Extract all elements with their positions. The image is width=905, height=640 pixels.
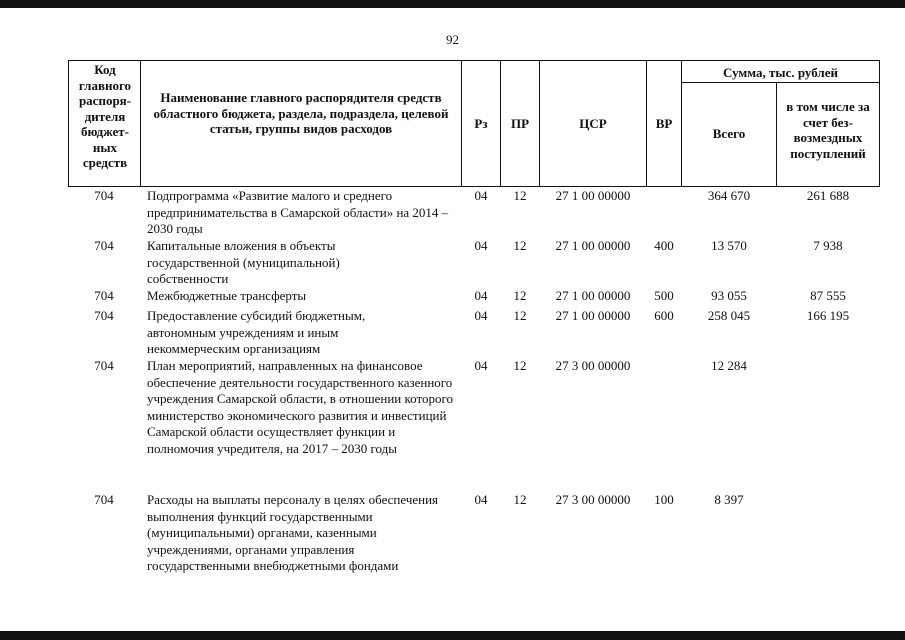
page-number: 92 xyxy=(446,32,459,47)
table-row-rz: 04 xyxy=(474,188,488,203)
table-row-name: Расходы на выплаты персоналу в целях обеспечения выполнения функций государственными (муниципальными) органами, казенными учреждениями, органами управления государственными внебюджетными фондами xyxy=(147,492,439,573)
header-sum: Сумма, тыс. рублей xyxy=(723,65,838,80)
header-incl: в том числе за счет без-возмездных поступлений xyxy=(786,99,870,161)
table-row-code: 704 xyxy=(94,308,114,323)
table-row-name: Межбюджетные трансферты xyxy=(147,288,307,303)
table-row-name: Предоставление субсидий бюджетным, автономным учреждениям и иным некоммерческим организациям xyxy=(147,308,366,356)
table-row-incl: 7 938 xyxy=(813,238,843,253)
table-row-total: 8 397 xyxy=(714,492,744,507)
table-row-csr: 27 3 00 00000 xyxy=(555,492,631,507)
table-row-code: 704 xyxy=(94,358,114,373)
table-row-rz: 04 xyxy=(474,492,488,507)
table-row-incl: 87 555 xyxy=(810,288,846,303)
table-row-pr: 12 xyxy=(513,308,527,323)
table-row-total: 12 284 xyxy=(711,358,747,373)
table-row-csr: 27 3 00 00000 xyxy=(555,358,631,373)
header-rz: Рз xyxy=(474,116,488,131)
table-row-name: Подпрограмма «Развитие малого и среднего предпринимательства в Самарской области» на 2014 – 2030 годы xyxy=(147,188,449,236)
table-row-pr: 12 xyxy=(513,358,527,373)
table-row-code: 704 xyxy=(94,492,114,507)
header-total: Всего xyxy=(712,126,746,141)
table-row-total: 93 055 xyxy=(711,288,747,303)
table-row-name: План мероприятий, направленных на финансовое обеспечение деятельности государственного казенного учреждения Самарской области, в отношении которого министерство экономического развития и инвестиций Самарской области осуществляет функции и полномочия учредителя, на 2017 – 2030 годы xyxy=(147,358,454,456)
table-row-rz: 04 xyxy=(474,358,488,373)
table-row-vr: 400 xyxy=(654,238,674,253)
table-row-total: 13 570 xyxy=(711,238,747,253)
header-name: Наименование главного распорядителя средств областного бюджета, раздела, подраздела, целевой статьи, группы видов расходов xyxy=(153,90,449,136)
table-row-pr: 12 xyxy=(513,492,527,507)
table-row-total: 258 045 xyxy=(707,308,751,323)
table-row-incl: 261 688 xyxy=(806,188,850,203)
table-row-code: 704 xyxy=(94,238,114,253)
header-pr: ПР xyxy=(510,116,530,131)
header-csr: ЦСР xyxy=(579,116,607,131)
table-row-pr: 12 xyxy=(513,288,527,303)
table-row-vr: 100 xyxy=(654,492,674,507)
header-vr: ВР xyxy=(655,116,673,131)
table-row-csr: 27 1 00 00000 xyxy=(555,188,631,203)
table-row-total: 364 670 xyxy=(707,188,751,203)
header-code: Код главного распоря-дителя бюджет-ных средств xyxy=(78,62,132,170)
table-row-name: Капитальные вложения в объекты государственной (муниципальной) собственности xyxy=(147,238,340,286)
table-row-vr: 500 xyxy=(654,288,674,303)
table-row-incl: 166 195 xyxy=(806,308,850,323)
table-row-code: 704 xyxy=(94,288,114,303)
table-row-pr: 12 xyxy=(513,188,527,203)
table-row-rz: 04 xyxy=(474,308,488,323)
table-row-code: 704 xyxy=(94,188,114,203)
table-row-csr: 27 1 00 00000 xyxy=(555,288,631,303)
table-row-vr: 600 xyxy=(654,308,674,323)
table-row-rz: 04 xyxy=(474,288,488,303)
table-row-csr: 27 1 00 00000 xyxy=(555,238,631,253)
table-row-pr: 12 xyxy=(513,238,527,253)
table-row-csr: 27 1 00 00000 xyxy=(555,308,631,323)
table-row-rz: 04 xyxy=(474,238,488,253)
